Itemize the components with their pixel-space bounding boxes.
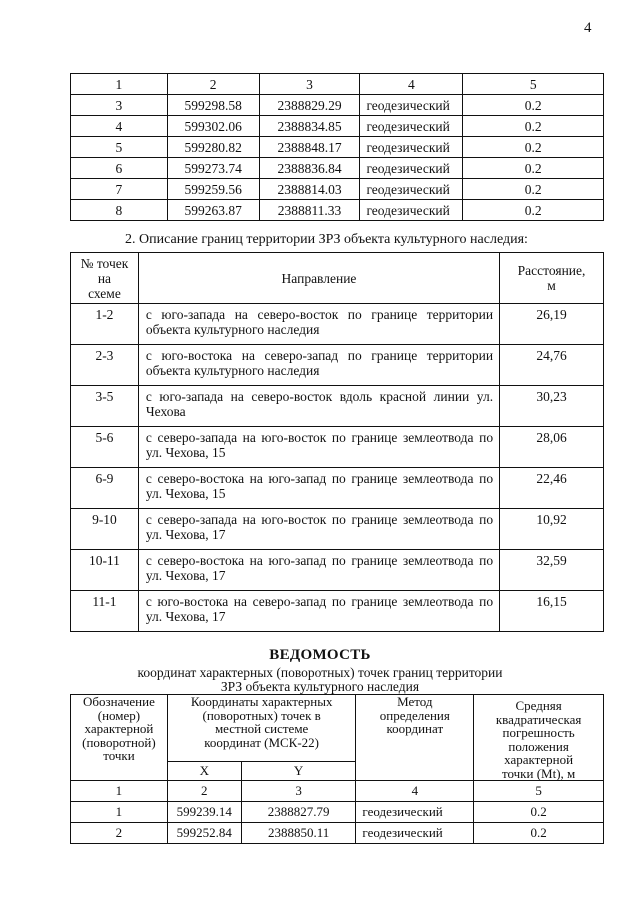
header-line: точки (103, 748, 135, 763)
y-coordinate-cell: 2388814.03 (259, 179, 360, 200)
header-cell: 4 (356, 781, 474, 802)
distance-cell: 16,15 (500, 591, 604, 632)
table-header-row (71, 253, 604, 304)
coordinates-table-continued (70, 73, 604, 221)
y-coordinate-cell: 2388834.85 (259, 116, 360, 137)
table-row (71, 823, 604, 844)
header-line: погрешность (502, 725, 575, 740)
point-number-cell: 3 (71, 95, 168, 116)
direction-cell: с юго-востока на северо-запад по границе территории объекта культурного наследия (138, 345, 499, 386)
header-line: м (547, 278, 556, 293)
error-cell: 0.2 (463, 116, 604, 137)
direction-cell: с северо-запада на юго-восток по границе землеотвода по ул. Чехова, 15 (138, 427, 499, 468)
header-cell: 5 (474, 781, 604, 802)
direction-cell: с юго-запада на северо-восток по границе территории объекта культурного наследия (138, 304, 499, 345)
table-row (71, 200, 604, 221)
x-coordinate-cell: 599239.14 (167, 802, 241, 823)
table-row (71, 116, 604, 137)
header-cell: 3 (241, 781, 356, 802)
method-cell: геодезический (360, 179, 463, 200)
table-row (71, 427, 604, 468)
header-line: Метод (397, 694, 433, 709)
y-coordinate-cell: 2388848.17 (259, 137, 360, 158)
points-cell: 5-6 (71, 427, 139, 468)
distance-header (500, 253, 604, 304)
table-row (71, 802, 604, 823)
points-cell: 9-10 (71, 509, 139, 550)
points-cell: 3-5 (71, 386, 139, 427)
method-cell: геодезический (360, 116, 463, 137)
y-coordinate-cell: 2388827.79 (241, 802, 356, 823)
points-cell: 2-3 (71, 345, 139, 386)
method-cell: геодезический (360, 95, 463, 116)
header-line: схеме (88, 285, 121, 301)
header-line: местной системе (214, 721, 309, 736)
points-cell: 1-2 (71, 304, 139, 345)
header-line: (поворотной) (82, 734, 156, 750)
distance-cell: 22,46 (500, 468, 604, 509)
table-row (71, 158, 604, 179)
method-header (356, 695, 474, 781)
x-coordinate-cell: 599252.84 (167, 823, 241, 844)
header-line: Координаты характерных (190, 694, 333, 709)
method-cell: геодезический (356, 802, 474, 823)
point-number-cell: 6 (71, 158, 168, 179)
distance-cell: 32,59 (500, 550, 604, 591)
error-cell: 0.2 (463, 200, 604, 221)
x-coordinate-cell: 599263.87 (167, 200, 259, 221)
x-coordinate-cell: 599302.06 (167, 116, 259, 137)
x-coordinate-cell: 599259.56 (167, 179, 259, 200)
header-cell: 2 (167, 74, 259, 95)
table-row (71, 386, 604, 427)
distance-cell: 30,23 (500, 386, 604, 427)
coordinates-header (167, 695, 356, 762)
column-numbers-row (71, 781, 604, 802)
point-number-cell: 2 (71, 823, 168, 844)
error-cell: 0.2 (463, 137, 604, 158)
table-row (71, 550, 604, 591)
x-coordinate-cell: 599273.74 (167, 158, 259, 179)
header-cell: 5 (463, 74, 604, 95)
header-line: определения (379, 707, 450, 723)
error-cell: 0.2 (463, 158, 604, 179)
method-cell: геодезический (360, 137, 463, 158)
y-coordinate-cell: 2388829.29 (259, 95, 360, 116)
header-cell: 4 (360, 74, 463, 95)
header-line: (поворотных) точек в (202, 707, 321, 723)
direction-cell: с северо-востока на юго-запад по границе землеотвода по ул. Чехова, 15 (138, 468, 499, 509)
table-row (71, 468, 604, 509)
y-coordinate-cell: 2388836.84 (259, 158, 360, 179)
points-cell: 6-9 (71, 468, 139, 509)
table-row (71, 179, 604, 200)
table-header-row (71, 695, 604, 762)
header-cell: 1 (71, 74, 168, 95)
header-line: координат (386, 721, 444, 736)
header-line: на (97, 270, 112, 286)
error-cell: 0.2 (463, 179, 604, 200)
table-row (71, 509, 604, 550)
distance-cell: 24,76 (500, 345, 604, 386)
points-header (71, 253, 139, 304)
points-cell: 11-1 (71, 591, 139, 632)
header-line: точки (Mt), м (501, 765, 576, 781)
error-header (474, 695, 604, 781)
error-cell: 0.2 (474, 823, 604, 844)
header-line: квадратическая (495, 711, 582, 727)
header-cell: 1 (71, 781, 168, 802)
header-line: № точек (80, 255, 129, 271)
point-number-cell: 4 (71, 116, 168, 137)
x-coordinate-cell: 599298.58 (167, 95, 259, 116)
point-number-cell: 5 (71, 137, 168, 158)
header-cell: 2 (167, 781, 241, 802)
distance-cell: 28,06 (500, 427, 604, 468)
table-row (71, 345, 604, 386)
x-coordinate-cell: 599280.82 (167, 137, 259, 158)
table-row (71, 591, 604, 632)
y-coordinate-cell: 2388811.33 (259, 200, 360, 221)
header-line: Расстояние, (517, 263, 586, 278)
table-row (71, 304, 604, 345)
point-designation-header (71, 695, 168, 781)
header-line: положения (508, 738, 569, 754)
points-cell: 10-11 (71, 550, 139, 591)
section-title: 2. Описание границ территории ЗРЗ объекта культурного наследия: (125, 232, 528, 247)
statement-subtitle: ЗРЗ объекта культурного наследия (220, 679, 420, 694)
method-cell: геодезический (360, 200, 463, 221)
point-number-cell: 1 (71, 802, 168, 823)
header-line: характерной (84, 721, 154, 736)
statement-coordinates-table (70, 694, 604, 844)
boundary-description-table (70, 252, 604, 632)
page-number: 4 (584, 20, 592, 36)
table-row (71, 137, 604, 158)
direction-cell: с северо-запада на юго-восток по границе землеотвода по ул. Чехова, 17 (138, 509, 499, 550)
header-line: Обозначение (83, 694, 155, 709)
distance-cell: 26,19 (500, 304, 604, 345)
table-header-row (71, 74, 604, 95)
error-cell: 0.2 (463, 95, 604, 116)
error-cell: 0.2 (474, 802, 604, 823)
y-coordinate-cell: 2388850.11 (241, 823, 356, 844)
statement-title: ВЕДОМОСТЬ (269, 647, 371, 663)
distance-cell: 10,92 (500, 509, 604, 550)
direction-cell: с юго-запада на северо-восток вдоль красной линии ул. Чехова (138, 386, 499, 427)
header-line: координат (МСК-22) (204, 734, 320, 750)
direction-cell: с северо-востока на юго-запад по границе землеотвода по ул. Чехова, 17 (138, 550, 499, 591)
statement-subtitle: координат характерных (поворотных) точек границ территории (137, 665, 503, 680)
point-number-cell: 8 (71, 200, 168, 221)
method-cell: геодезический (360, 158, 463, 179)
header-line: (номер) (97, 707, 141, 723)
y-header: Y (241, 762, 356, 781)
direction-cell: с юго-востока на северо-запад по границе землеотвода по ул. Чехова, 17 (138, 591, 499, 632)
header-line: характерной (504, 752, 574, 767)
method-cell: геодезический (356, 823, 474, 844)
point-number-cell: 7 (71, 179, 168, 200)
table-row (71, 95, 604, 116)
header-line: Средняя (515, 698, 562, 713)
header-cell: 3 (259, 74, 360, 95)
x-header: X (167, 762, 241, 781)
direction-header: Направление (138, 253, 499, 304)
